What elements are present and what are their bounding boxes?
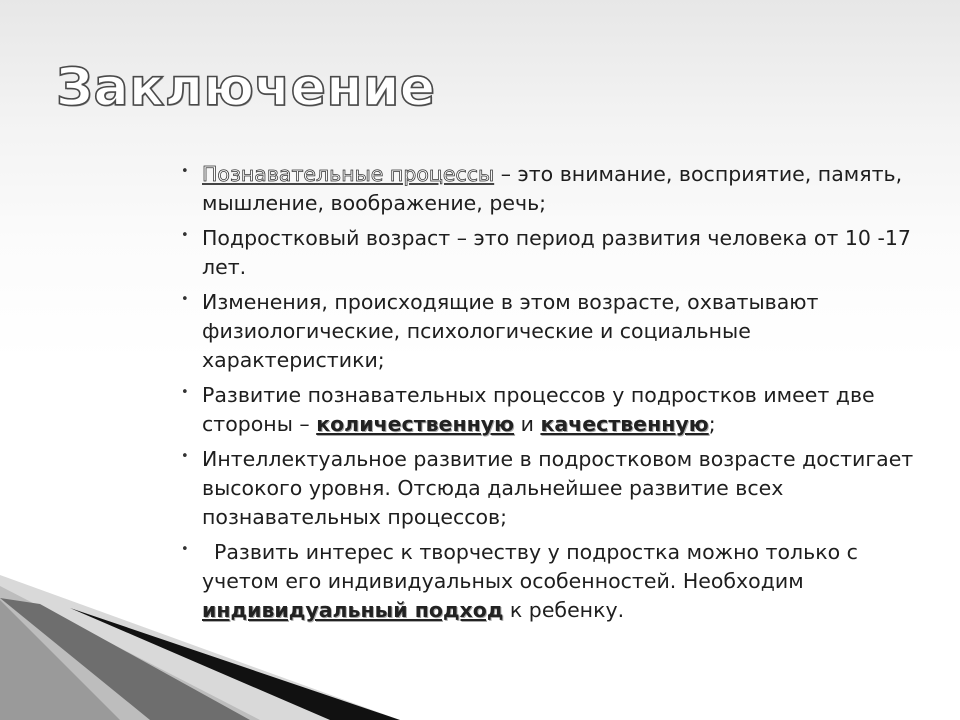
bullet-item [178,538,918,625]
bullet-marker-icon: • [181,164,189,179]
term-quantitative: количественную [316,412,515,436]
bullet-item [178,224,918,282]
bullet-item [178,288,918,375]
bullet-text: Интеллектуальное развитие в подростковом возрасте достигает высокого уровня. Отсюда дальнейшее развитие всех познавательных процессов; [202,447,914,529]
bullet-marker-icon: • [181,228,189,243]
bullet-list [178,160,918,631]
bullet-item [178,381,918,439]
bullet-marker-icon: • [181,542,189,557]
term-qualitative: качественную [540,412,709,436]
bullet-conjunction: и [514,412,541,436]
bullet-text: Развитие познавательных процессов у подростков имеет две стороны – [202,383,875,436]
term-cognitive-processes: Познавательные процессы [202,162,495,186]
bullet-item [178,160,918,218]
slide-title: Заключение [56,58,436,118]
bullet-text: Развить интерес к творчеству у подростка можно только с учетом его индивидуальных особенностей. Необходим [202,540,858,593]
bullet-ending: к ребенку. [503,598,625,622]
bullet-punctuation: ; [708,412,716,436]
bullet-text: – это внимание, восприятие, память, мышление, воображение, речь; [202,162,903,215]
bullet-marker-icon: • [181,292,189,307]
term-individual-approach: индивидуальный подход [202,598,504,622]
bullet-marker-icon: • [181,385,189,400]
bullet-text: Изменения, происходящие в этом возрасте, охватывают физиологические, психологические и социальные характеристики; [202,290,819,372]
bullet-marker-icon: • [181,449,189,464]
bullet-item [178,445,918,532]
bullet-text: Подростковый возраст – это период развития человека от 10 -17 лет. [202,226,911,279]
